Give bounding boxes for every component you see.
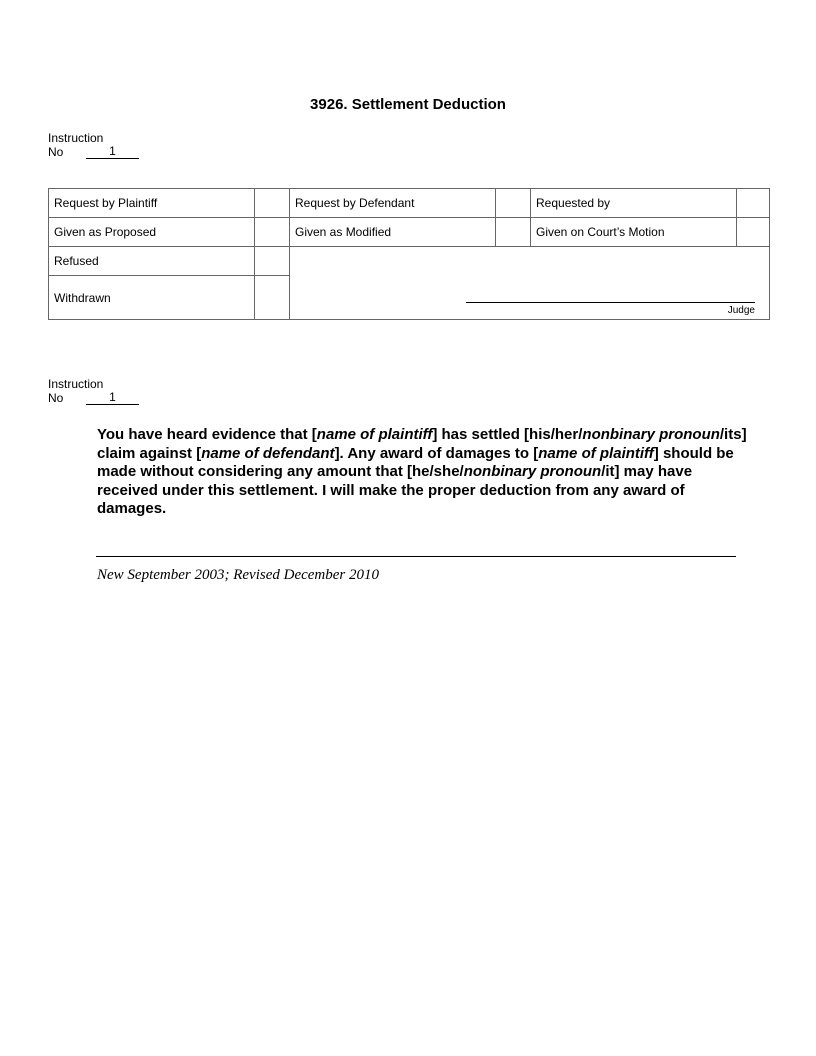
- request-by-defendant-checkbox[interactable]: [496, 189, 531, 218]
- revision-history: New September 2003; Revised December 2010: [97, 567, 379, 583]
- instruction-label: Instruction: [48, 131, 104, 145]
- body-text-segment: ] should be made without considering any amount that [he/she/: [97, 444, 734, 480]
- judge-signature-area[interactable]: [290, 247, 770, 320]
- requested-by-checkbox[interactable]: [737, 189, 770, 218]
- page-title: 3926. Settlement Deduction: [310, 96, 506, 113]
- given-as-modified-checkbox[interactable]: [496, 218, 531, 247]
- placeholder-nonbinary-pronoun: nonbinary pronoun: [582, 426, 720, 443]
- refused-label: Refused: [49, 247, 255, 276]
- request-by-plaintiff-checkbox[interactable]: [255, 189, 290, 218]
- placeholder-name-of-plaintiff: name of plaintiff: [538, 444, 654, 462]
- instruction-no-label: No: [48, 145, 64, 159]
- instruction-disposition-form: [48, 188, 770, 320]
- withdrawn-label: Withdrawn: [49, 276, 255, 320]
- request-by-plaintiff-label: Request by Plaintiff: [49, 189, 255, 218]
- instruction-number-bottom: [48, 377, 139, 405]
- withdrawn-checkbox[interactable]: [255, 276, 290, 320]
- placeholder-nonbinary-pronoun: nonbinary pronoun: [463, 463, 602, 480]
- body-text-segment: ] has settled [his/her/: [432, 426, 583, 443]
- given-on-courts-motion-checkbox[interactable]: [737, 218, 770, 247]
- given-as-modified-label: Given as Modified: [290, 218, 496, 247]
- instruction-no-label: No: [48, 391, 64, 405]
- refused-checkbox[interactable]: [255, 247, 290, 276]
- instruction-body: [97, 426, 747, 519]
- body-text-segment: ]. Any award of damages to [: [334, 444, 539, 462]
- requested-by-label: Requested by: [531, 189, 737, 218]
- instruction-number-top: [48, 131, 139, 159]
- given-on-courts-motion-label: Given on Court’s Motion: [531, 218, 737, 247]
- instruction-no-value: 1: [86, 145, 139, 159]
- placeholder-name-of-plaintiff: name of plaintiff: [316, 426, 433, 443]
- instruction-no-value: 1: [86, 391, 139, 405]
- judge-label: Judge: [727, 305, 755, 316]
- placeholder-name-of-defendant: name of defendant: [201, 444, 335, 462]
- request-by-defendant-label: Request by Defendant: [290, 189, 496, 218]
- divider: [96, 556, 736, 557]
- given-as-proposed-label: Given as Proposed: [49, 218, 255, 247]
- body-text-segment: /its] claim against [: [97, 426, 747, 462]
- judge-signature-line: [466, 302, 755, 303]
- given-as-proposed-checkbox[interactable]: [255, 218, 290, 247]
- body-text-segment: You have heard evidence that [: [97, 426, 317, 443]
- instruction-label: Instruction: [48, 377, 104, 391]
- body-text-segment: /it] may have received under this settlement. I will make the proper deduction from any award of damages.: [97, 463, 693, 517]
